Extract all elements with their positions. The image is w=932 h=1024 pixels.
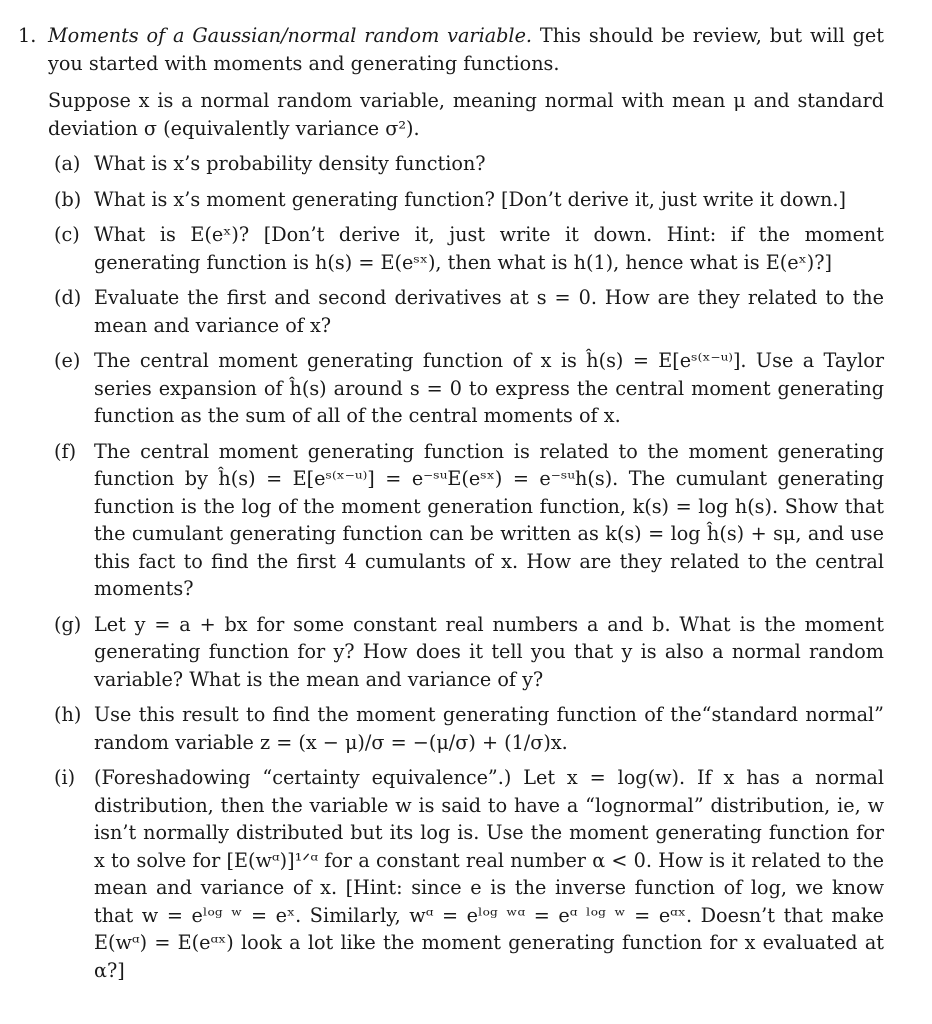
part-g	[48, 611, 884, 694]
part-c	[48, 221, 884, 276]
problem-setup: Suppose x is a normal random variable, meaning normal with mean μ and standard deviation σ (equivalently variance σ²).	[48, 89, 884, 140]
part-a	[48, 150, 884, 178]
part-text: What is x’s probability density function?	[94, 152, 486, 175]
part-b	[48, 186, 884, 214]
problem-title: Moments of a Gaussian/normal random variable.	[48, 24, 533, 47]
part-text: What is x’s moment generating function? [Don’t derive it, just write it down.]	[94, 187, 846, 211]
part-text: Evaluate the first and second derivatives at s = 0. How are they related to the mean and variance of x?	[94, 286, 884, 337]
part-h	[48, 701, 884, 756]
part-text: (Foreshadowing “certainty equivalence”.) Let x = log(w). If x has a normal distribution, then the variable w is said to have a “lognormal” distribution, ie, w isn’t normally distributed but its log is. Use the moment generating function for x to solve for [E(wᵅ)]¹ᐟᵅ for a constant real number α < 0. How is it related to the mean and variance of x. [Hint: since e is the inverse function of log, we know that w = eˡᵒᵍ ʷ = eˣ. Similarly, wᵅ = eˡᵒᵍ ʷᵅ = eᵅ ˡᵒᵍ ʷ = eᵅˣ. Doesn’t that make E(wᵅ) = E(eᵅˣ) look a lot like the moment generating function for x evaluated at α?]	[94, 766, 884, 982]
part-text: Let y = a + bx for some constant real numbers a and b. What is the moment generating function for y? How does it tell you that y is also a normal random variable? What is the mean and variance of y?	[94, 612, 884, 691]
part-label: (i)	[54, 766, 76, 789]
part-text: What is E(eˣ)? [Don’t derive it, just write it down. Hint: if the moment generating function is h(s) = E(eˢˣ), then what is h(1), hence what is E(eˣ)?]	[94, 223, 884, 274]
part-text: The central moment generating function of x is ĥ(s) = E[eˢ⁽ˣ⁻ᵘ⁾]. Use a Taylor series expansion of ĥ(s) around s = 0 to express the central moment generating function as the sum of all of the central moments of x.	[94, 349, 884, 427]
problem-1	[18, 22, 884, 77]
part-e	[48, 347, 884, 430]
parts-list	[48, 150, 884, 984]
part-label: (c)	[54, 223, 80, 246]
problem-intro: This should be review, but will get you started with moments and generating functions.	[48, 24, 885, 75]
part-f	[48, 438, 884, 603]
part-label: (d)	[54, 286, 82, 309]
part-label: (f)	[54, 439, 77, 463]
part-label: (b)	[54, 187, 82, 211]
part-d	[48, 284, 884, 339]
part-label: (e)	[54, 349, 81, 372]
part-text: Use this result to find the moment generating function of the“standard normal” random variable z = (x − μ)/σ = −(μ/σ) + (1/σ)x.	[94, 703, 884, 754]
problem-number: 1.	[18, 24, 37, 47]
part-label: (g)	[54, 612, 82, 636]
problem-heading	[48, 22, 884, 77]
part-label: (h)	[54, 703, 82, 726]
part-label: (a)	[54, 152, 81, 175]
part-i	[48, 764, 884, 984]
part-text: The central moment generating function is related to the moment generating function by ĥ(s) = E[eˢ⁽ˣ⁻ᵘ⁾] = e⁻ˢᵘE(eˢˣ) = e⁻ˢᵘh(s). The cumulant generating function is the log of the moment generation function, k(s) = log h(s). Show that the cumulant generating function can be written as k(s) = log ĥ(s) + sμ, and use this fact to find the first 4 cumulants of x. How are they related to the central moments?	[94, 439, 884, 600]
